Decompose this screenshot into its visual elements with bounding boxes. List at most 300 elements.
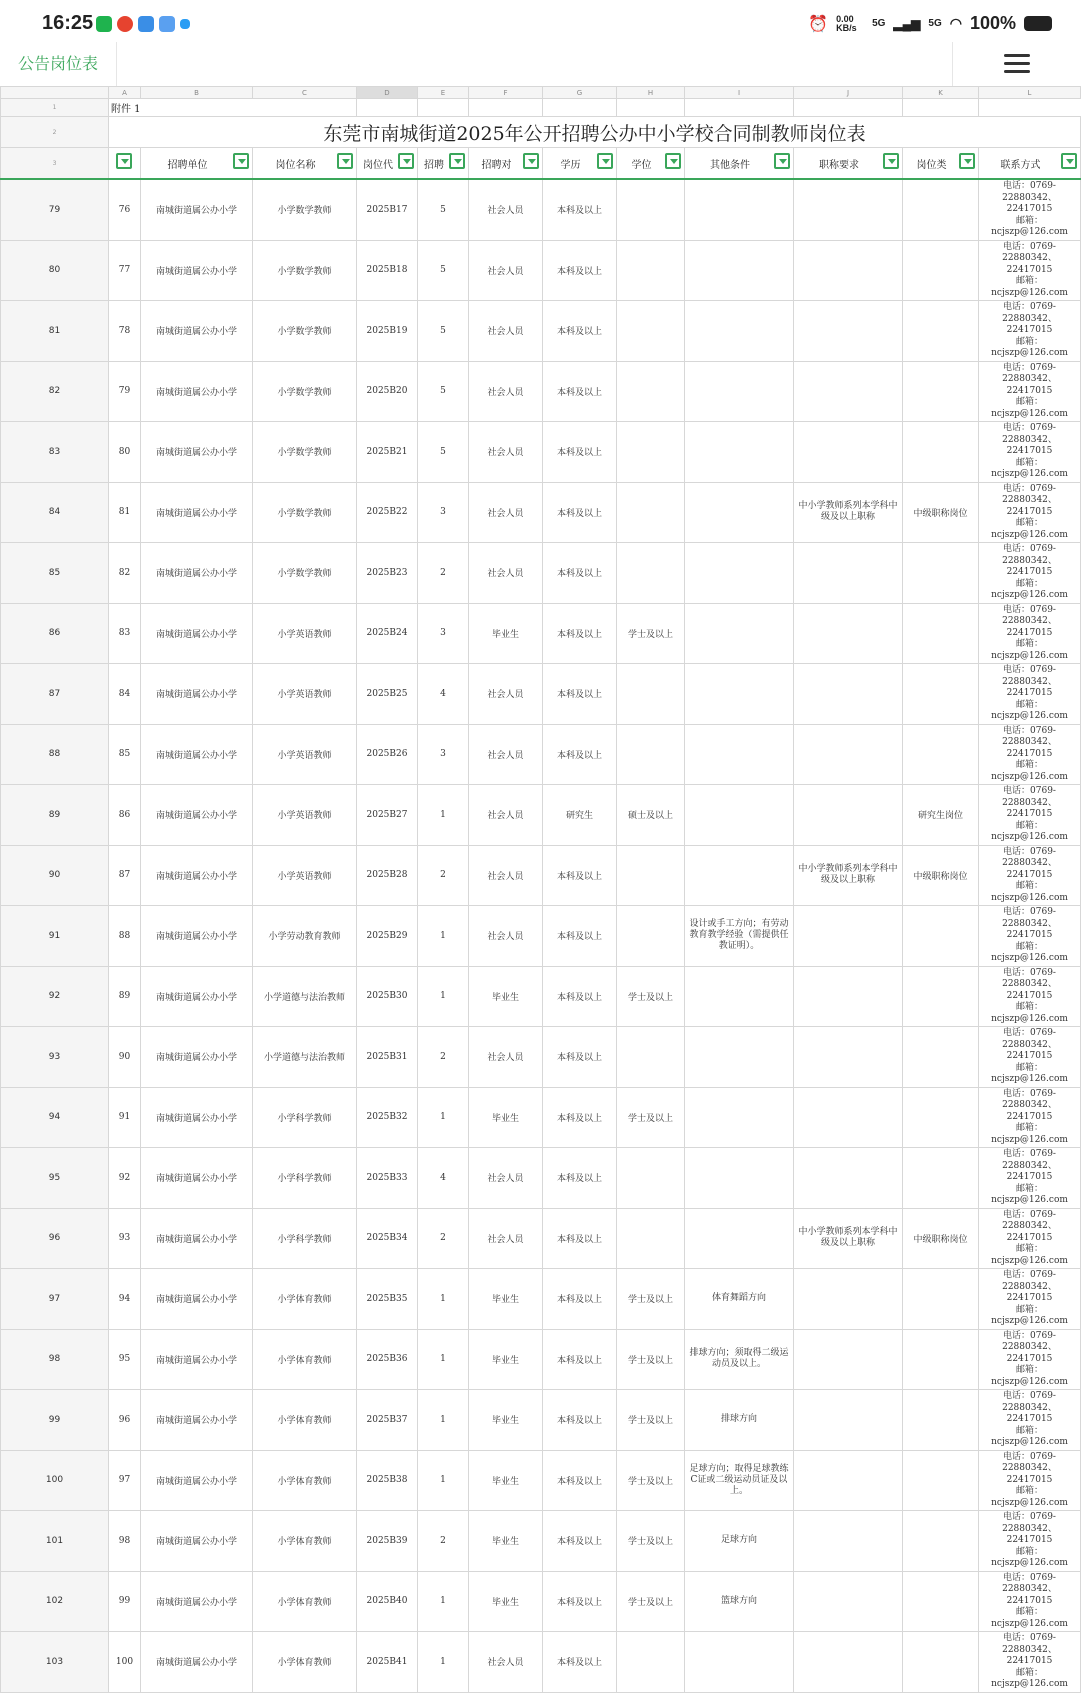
- cell-count[interactable]: 4: [418, 664, 469, 725]
- cell-unit[interactable]: 南城街道属公办小学: [141, 240, 253, 301]
- cell-code[interactable]: 2025B36: [357, 1329, 418, 1390]
- column-header[interactable]: J: [794, 87, 903, 99]
- row-number[interactable]: 81: [1, 301, 109, 362]
- cell[interactable]: [418, 99, 469, 117]
- cell-code[interactable]: 2025B35: [357, 1269, 418, 1330]
- cell-index[interactable]: 77: [109, 240, 141, 301]
- cell-education[interactable]: 本科及以上: [543, 361, 617, 422]
- cell-education[interactable]: 本科及以上: [543, 1148, 617, 1209]
- filter-dropdown-icon[interactable]: [523, 153, 539, 169]
- cell-count[interactable]: 3: [418, 603, 469, 664]
- cell-position[interactable]: 小学数学教师: [253, 422, 357, 483]
- cell-type[interactable]: [903, 1148, 979, 1209]
- cell-title-req[interactable]: 中小学教师系列本学科中级及以上职称: [794, 482, 903, 543]
- cell-degree[interactable]: [617, 543, 685, 604]
- cell-index[interactable]: 85: [109, 724, 141, 785]
- cell-unit[interactable]: 南城街道属公办小学: [141, 543, 253, 604]
- cell-index[interactable]: 90: [109, 1027, 141, 1088]
- filter-dropdown-icon[interactable]: [883, 153, 899, 169]
- cell-target[interactable]: 毕业生: [469, 1511, 543, 1572]
- column-header[interactable]: E: [418, 87, 469, 99]
- cell-code[interactable]: 2025B22: [357, 482, 418, 543]
- cell-index[interactable]: 93: [109, 1208, 141, 1269]
- cell-education[interactable]: 本科及以上: [543, 422, 617, 483]
- cell-contact[interactable]: [979, 543, 1081, 604]
- column-header[interactable]: G: [543, 87, 617, 99]
- row-number[interactable]: 88: [1, 724, 109, 785]
- cell-type[interactable]: [903, 1329, 979, 1390]
- cell-type[interactable]: [903, 1269, 979, 1330]
- cell-degree[interactable]: [617, 240, 685, 301]
- cell-degree[interactable]: 硕士及以上: [617, 785, 685, 846]
- cell-contact[interactable]: [979, 724, 1081, 785]
- cell-count[interactable]: 1: [418, 1269, 469, 1330]
- cell-index[interactable]: 94: [109, 1269, 141, 1330]
- cell-contact[interactable]: [979, 422, 1081, 483]
- cell-count[interactable]: 5: [418, 240, 469, 301]
- cell-contact[interactable]: [979, 1450, 1081, 1511]
- cell-target[interactable]: 社会人员: [469, 724, 543, 785]
- filter-dropdown-icon[interactable]: [449, 153, 465, 169]
- row-number[interactable]: 98: [1, 1329, 109, 1390]
- cell-position[interactable]: 小学科学教师: [253, 1208, 357, 1269]
- cell-degree[interactable]: 学士及以上: [617, 1571, 685, 1632]
- cell-type[interactable]: [903, 1632, 979, 1693]
- cell[interactable]: [685, 99, 794, 117]
- cell-other[interactable]: [685, 724, 794, 785]
- cell-index[interactable]: 80: [109, 422, 141, 483]
- cell-position[interactable]: 小学数学教师: [253, 179, 357, 240]
- cell-title-req[interactable]: [794, 240, 903, 301]
- cell-type[interactable]: [903, 240, 979, 301]
- cell-title-req[interactable]: [794, 1087, 903, 1148]
- cell-index[interactable]: 81: [109, 482, 141, 543]
- cell-target[interactable]: 社会人员: [469, 664, 543, 725]
- cell-education[interactable]: 本科及以上: [543, 179, 617, 240]
- cell-unit[interactable]: 南城街道属公办小学: [141, 482, 253, 543]
- cell-unit[interactable]: 南城街道属公办小学: [141, 301, 253, 362]
- cell-title-req[interactable]: 中小学教师系列本学科中级及以上职称: [794, 845, 903, 906]
- cell-target[interactable]: 社会人员: [469, 785, 543, 846]
- cell-other[interactable]: [685, 1208, 794, 1269]
- cell[interactable]: [469, 99, 543, 117]
- cell-position[interactable]: 小学体育教师: [253, 1511, 357, 1572]
- cell-count[interactable]: 1: [418, 966, 469, 1027]
- cell-count[interactable]: 2: [418, 543, 469, 604]
- cell-title-req[interactable]: [794, 543, 903, 604]
- cell-position[interactable]: 小学英语教师: [253, 845, 357, 906]
- cell-other[interactable]: 足球方向: [685, 1511, 794, 1572]
- cell[interactable]: [543, 99, 617, 117]
- cell-education[interactable]: 本科及以上: [543, 1390, 617, 1451]
- cell-contact[interactable]: [979, 1390, 1081, 1451]
- column-header[interactable]: B: [141, 87, 253, 99]
- cell-title-req[interactable]: [794, 664, 903, 725]
- cell-type[interactable]: [903, 179, 979, 240]
- cell-degree[interactable]: 学士及以上: [617, 1087, 685, 1148]
- cell-education[interactable]: 本科及以上: [543, 1511, 617, 1572]
- cell-contact[interactable]: [979, 1148, 1081, 1209]
- cell-unit[interactable]: 南城街道属公办小学: [141, 361, 253, 422]
- cell-degree[interactable]: 学士及以上: [617, 1269, 685, 1330]
- cell-position[interactable]: 小学道德与法治教师: [253, 966, 357, 1027]
- cell-unit[interactable]: 南城街道属公办小学: [141, 845, 253, 906]
- cell-type[interactable]: 中级职称岗位: [903, 482, 979, 543]
- cell-education[interactable]: 本科及以上: [543, 1269, 617, 1330]
- column-header[interactable]: C: [253, 87, 357, 99]
- cell-position[interactable]: 小学体育教师: [253, 1329, 357, 1390]
- header-cell-position[interactable]: [253, 148, 357, 180]
- cell-title-req[interactable]: [794, 1390, 903, 1451]
- cell-contact[interactable]: [979, 179, 1081, 240]
- cell-position[interactable]: 小学体育教师: [253, 1390, 357, 1451]
- filter-dropdown-icon[interactable]: [597, 153, 613, 169]
- filter-dropdown-icon[interactable]: [398, 153, 414, 169]
- cell-position[interactable]: 小学数学教师: [253, 240, 357, 301]
- cell-count[interactable]: 1: [418, 785, 469, 846]
- cell-unit[interactable]: 南城街道属公办小学: [141, 785, 253, 846]
- cell-contact[interactable]: [979, 1208, 1081, 1269]
- row-number[interactable]: 103: [1, 1632, 109, 1693]
- cell-code[interactable]: 2025B31: [357, 1027, 418, 1088]
- cell-unit[interactable]: 南城街道属公办小学: [141, 1148, 253, 1209]
- cell-contact[interactable]: [979, 906, 1081, 967]
- cell-type[interactable]: [903, 724, 979, 785]
- header-cell-contact[interactable]: [979, 148, 1081, 180]
- cell-position[interactable]: 小学数学教师: [253, 361, 357, 422]
- header-cell-code[interactable]: [357, 148, 418, 180]
- row-number[interactable]: 91: [1, 906, 109, 967]
- cell-other[interactable]: [685, 301, 794, 362]
- cell-count[interactable]: 1: [418, 1632, 469, 1693]
- header-cell-unit[interactable]: [141, 148, 253, 180]
- attachment-label[interactable]: 附件 1: [109, 99, 253, 117]
- cell-target[interactable]: 社会人员: [469, 301, 543, 362]
- cell-education[interactable]: 本科及以上: [543, 482, 617, 543]
- cell-education[interactable]: 本科及以上: [543, 301, 617, 362]
- cell-code[interactable]: 2025B32: [357, 1087, 418, 1148]
- cell[interactable]: [357, 99, 418, 117]
- cell-code[interactable]: 2025B25: [357, 664, 418, 725]
- column-header-selected[interactable]: D: [357, 87, 418, 99]
- cell-code[interactable]: 2025B37: [357, 1390, 418, 1451]
- row-number[interactable]: 82: [1, 361, 109, 422]
- filter-dropdown-icon[interactable]: [959, 153, 975, 169]
- cell-count[interactable]: 1: [418, 1390, 469, 1451]
- cell-contact[interactable]: [979, 664, 1081, 725]
- cell-position[interactable]: 小学科学教师: [253, 1087, 357, 1148]
- cell-unit[interactable]: 南城街道属公办小学: [141, 1390, 253, 1451]
- cell-target[interactable]: 毕业生: [469, 1450, 543, 1511]
- cell-target[interactable]: 社会人员: [469, 179, 543, 240]
- cell-position[interactable]: 小学数学教师: [253, 543, 357, 604]
- cell-index[interactable]: 87: [109, 845, 141, 906]
- cell-code[interactable]: 2025B33: [357, 1148, 418, 1209]
- cell-unit[interactable]: 南城街道属公办小学: [141, 603, 253, 664]
- cell-position[interactable]: 小学数学教师: [253, 482, 357, 543]
- row-number[interactable]: 1: [1, 99, 109, 117]
- cell-unit[interactable]: 南城街道属公办小学: [141, 422, 253, 483]
- cell-position[interactable]: 小学英语教师: [253, 785, 357, 846]
- row-number[interactable]: 101: [1, 1511, 109, 1572]
- cell-target[interactable]: 毕业生: [469, 1087, 543, 1148]
- row-number[interactable]: 96: [1, 1208, 109, 1269]
- filter-dropdown-icon[interactable]: [337, 153, 353, 169]
- sheet-title[interactable]: 东莞市南城街道2025年公开招聘公办中小学校合同制教师岗位表: [109, 117, 1081, 148]
- cell-education[interactable]: 本科及以上: [543, 845, 617, 906]
- cell-education[interactable]: 本科及以上: [543, 603, 617, 664]
- cell-education[interactable]: 本科及以上: [543, 966, 617, 1027]
- column-header[interactable]: I: [685, 87, 794, 99]
- cell-title-req[interactable]: [794, 179, 903, 240]
- cell-index[interactable]: 86: [109, 785, 141, 846]
- cell-count[interactable]: 2: [418, 1208, 469, 1269]
- cell-title-req[interactable]: [794, 1329, 903, 1390]
- cell-degree[interactable]: [617, 482, 685, 543]
- cell-target[interactable]: 社会人员: [469, 1027, 543, 1088]
- cell-type[interactable]: [903, 1571, 979, 1632]
- cell-count[interactable]: 5: [418, 179, 469, 240]
- column-header[interactable]: F: [469, 87, 543, 99]
- cell-code[interactable]: 2025B40: [357, 1571, 418, 1632]
- cell-type[interactable]: [903, 361, 979, 422]
- cell-target[interactable]: 社会人员: [469, 906, 543, 967]
- cell-type[interactable]: [903, 543, 979, 604]
- cell-unit[interactable]: 南城街道属公办小学: [141, 1087, 253, 1148]
- cell-code[interactable]: 2025B21: [357, 422, 418, 483]
- cell-index[interactable]: 78: [109, 301, 141, 362]
- cell-position[interactable]: 小学体育教师: [253, 1571, 357, 1632]
- cell-code[interactable]: 2025B28: [357, 845, 418, 906]
- cell-index[interactable]: 96: [109, 1390, 141, 1451]
- row-number[interactable]: 2: [1, 117, 109, 148]
- row-number[interactable]: 99: [1, 1390, 109, 1451]
- row-number[interactable]: 79: [1, 179, 109, 240]
- filter-dropdown-icon[interactable]: [233, 153, 249, 169]
- filter-dropdown-icon[interactable]: [116, 153, 132, 169]
- cell-code[interactable]: 2025B23: [357, 543, 418, 604]
- cell-code[interactable]: 2025B41: [357, 1632, 418, 1693]
- cell-count[interactable]: 1: [418, 1571, 469, 1632]
- cell-title-req[interactable]: [794, 1571, 903, 1632]
- cell-contact[interactable]: [979, 1632, 1081, 1693]
- cell-degree[interactable]: [617, 361, 685, 422]
- header-cell-education[interactable]: [543, 148, 617, 180]
- cell-index[interactable]: 84: [109, 664, 141, 725]
- cell-target[interactable]: 社会人员: [469, 1632, 543, 1693]
- page-title[interactable]: 公告岗位表: [0, 42, 117, 86]
- cell-title-req[interactable]: [794, 361, 903, 422]
- cell-contact[interactable]: [979, 603, 1081, 664]
- cell-count[interactable]: 1: [418, 1329, 469, 1390]
- cell-code[interactable]: 2025B27: [357, 785, 418, 846]
- cell-other[interactable]: [685, 1087, 794, 1148]
- cell-position[interactable]: 小学道德与法治教师: [253, 1027, 357, 1088]
- cell-title-req[interactable]: [794, 966, 903, 1027]
- cell-count[interactable]: 1: [418, 1087, 469, 1148]
- row-number[interactable]: 95: [1, 1148, 109, 1209]
- row-number[interactable]: 90: [1, 845, 109, 906]
- row-number[interactable]: 100: [1, 1450, 109, 1511]
- cell-degree[interactable]: 学士及以上: [617, 966, 685, 1027]
- column-header[interactable]: H: [617, 87, 685, 99]
- cell-other[interactable]: 篮球方向: [685, 1571, 794, 1632]
- cell-count[interactable]: 5: [418, 361, 469, 422]
- cell-title-req[interactable]: [794, 1450, 903, 1511]
- cell-other[interactable]: 排球方向；须取得二级运动员及以上。: [685, 1329, 794, 1390]
- cell-index[interactable]: 95: [109, 1329, 141, 1390]
- cell-target[interactable]: 社会人员: [469, 482, 543, 543]
- cell-other[interactable]: [685, 845, 794, 906]
- row-number[interactable]: 87: [1, 664, 109, 725]
- cell-education[interactable]: 本科及以上: [543, 1329, 617, 1390]
- cell-education[interactable]: 本科及以上: [543, 906, 617, 967]
- cell-unit[interactable]: 南城街道属公办小学: [141, 1632, 253, 1693]
- cell-degree[interactable]: [617, 1208, 685, 1269]
- cell-target[interactable]: 社会人员: [469, 1208, 543, 1269]
- cell-contact[interactable]: [979, 1269, 1081, 1330]
- header-cell-target[interactable]: [469, 148, 543, 180]
- cell-other[interactable]: [685, 603, 794, 664]
- cell-count[interactable]: 2: [418, 1511, 469, 1572]
- cell-position[interactable]: 小学体育教师: [253, 1632, 357, 1693]
- cell-degree[interactable]: [617, 301, 685, 362]
- cell-target[interactable]: 社会人员: [469, 240, 543, 301]
- cell-degree[interactable]: [617, 1027, 685, 1088]
- cell-other[interactable]: [685, 966, 794, 1027]
- cell-education[interactable]: 本科及以上: [543, 1087, 617, 1148]
- cell[interactable]: [903, 99, 979, 117]
- cell-other[interactable]: 排球方向: [685, 1390, 794, 1451]
- cell-type[interactable]: 研究生岗位: [903, 785, 979, 846]
- cell-education[interactable]: 本科及以上: [543, 664, 617, 725]
- cell-target[interactable]: 毕业生: [469, 1571, 543, 1632]
- row-number[interactable]: 94: [1, 1087, 109, 1148]
- header-cell-type[interactable]: [903, 148, 979, 180]
- cell-code[interactable]: 2025B38: [357, 1450, 418, 1511]
- cell-contact[interactable]: [979, 361, 1081, 422]
- cell-code[interactable]: 2025B34: [357, 1208, 418, 1269]
- cell-unit[interactable]: 南城街道属公办小学: [141, 1208, 253, 1269]
- cell-index[interactable]: 89: [109, 966, 141, 1027]
- cell-unit[interactable]: 南城街道属公办小学: [141, 1269, 253, 1330]
- cell-count[interactable]: 5: [418, 422, 469, 483]
- row-number[interactable]: 89: [1, 785, 109, 846]
- cell-degree[interactable]: [617, 422, 685, 483]
- cell-unit[interactable]: 南城街道属公办小学: [141, 966, 253, 1027]
- cell-degree[interactable]: [617, 1148, 685, 1209]
- cell-other[interactable]: [685, 543, 794, 604]
- cell-type[interactable]: [903, 1450, 979, 1511]
- spreadsheet[interactable]: [0, 86, 1080, 1689]
- cell-other[interactable]: [685, 482, 794, 543]
- cell-target[interactable]: 毕业生: [469, 603, 543, 664]
- cell-code[interactable]: 2025B39: [357, 1511, 418, 1572]
- row-number[interactable]: 84: [1, 482, 109, 543]
- filter-dropdown-icon[interactable]: [1061, 153, 1077, 169]
- cell-education[interactable]: 本科及以上: [543, 543, 617, 604]
- row-number[interactable]: 86: [1, 603, 109, 664]
- cell-count[interactable]: 3: [418, 482, 469, 543]
- cell-title-req[interactable]: [794, 724, 903, 785]
- cell-contact[interactable]: [979, 966, 1081, 1027]
- cell-education[interactable]: 本科及以上: [543, 240, 617, 301]
- cell-index[interactable]: 88: [109, 906, 141, 967]
- cell-index[interactable]: 79: [109, 361, 141, 422]
- cell-code[interactable]: 2025B19: [357, 301, 418, 362]
- cell-count[interactable]: 3: [418, 724, 469, 785]
- column-header[interactable]: K: [903, 87, 979, 99]
- cell-index[interactable]: 100: [109, 1632, 141, 1693]
- cell-degree[interactable]: [617, 664, 685, 725]
- cell-unit[interactable]: 南城街道属公办小学: [141, 1571, 253, 1632]
- cell-degree[interactable]: 学士及以上: [617, 603, 685, 664]
- cell-other[interactable]: [685, 785, 794, 846]
- cell-index[interactable]: 91: [109, 1087, 141, 1148]
- cell-degree[interactable]: [617, 906, 685, 967]
- cell-position[interactable]: 小学科学教师: [253, 1148, 357, 1209]
- cell-code[interactable]: 2025B24: [357, 603, 418, 664]
- cell-contact[interactable]: [979, 785, 1081, 846]
- cell-count[interactable]: 2: [418, 845, 469, 906]
- cell-degree[interactable]: 学士及以上: [617, 1450, 685, 1511]
- cell-other[interactable]: [685, 361, 794, 422]
- cell-contact[interactable]: [979, 845, 1081, 906]
- cell-target[interactable]: 社会人员: [469, 422, 543, 483]
- row-number[interactable]: 102: [1, 1571, 109, 1632]
- cell-type[interactable]: [903, 966, 979, 1027]
- cell-other[interactable]: [685, 664, 794, 725]
- cell-contact[interactable]: [979, 301, 1081, 362]
- cell-target[interactable]: 社会人员: [469, 1148, 543, 1209]
- cell-other[interactable]: 足球方向；取得足球教练C证或二级运动员证及以上。: [685, 1450, 794, 1511]
- cell-contact[interactable]: [979, 1329, 1081, 1390]
- cell-unit[interactable]: 南城街道属公办小学: [141, 664, 253, 725]
- cell-code[interactable]: 2025B30: [357, 966, 418, 1027]
- cell-code[interactable]: 2025B29: [357, 906, 418, 967]
- cell-index[interactable]: 92: [109, 1148, 141, 1209]
- cell-count[interactable]: 1: [418, 1450, 469, 1511]
- cell-code[interactable]: 2025B18: [357, 240, 418, 301]
- cell[interactable]: [794, 99, 903, 117]
- cell-education[interactable]: 本科及以上: [543, 1027, 617, 1088]
- row-number[interactable]: 97: [1, 1269, 109, 1330]
- cell-other[interactable]: [685, 179, 794, 240]
- row-number[interactable]: 80: [1, 240, 109, 301]
- cell-degree[interactable]: 学士及以上: [617, 1329, 685, 1390]
- cell-title-req[interactable]: [794, 1511, 903, 1572]
- cell-contact[interactable]: [979, 1511, 1081, 1572]
- header-cell-title-req[interactable]: [794, 148, 903, 180]
- cell-title-req[interactable]: [794, 1269, 903, 1330]
- cell-other[interactable]: 设计或手工方向；有劳动教育教学经验（需提供任教证明）。: [685, 906, 794, 967]
- cell-other[interactable]: [685, 1632, 794, 1693]
- row-number[interactable]: 85: [1, 543, 109, 604]
- cell-title-req[interactable]: [794, 603, 903, 664]
- cell-unit[interactable]: 南城街道属公办小学: [141, 1329, 253, 1390]
- cell-code[interactable]: 2025B20: [357, 361, 418, 422]
- cell-degree[interactable]: [617, 845, 685, 906]
- column-header[interactable]: L: [979, 87, 1081, 99]
- cell-position[interactable]: 小学英语教师: [253, 664, 357, 725]
- cell-type[interactable]: [903, 301, 979, 362]
- cell-title-req[interactable]: [794, 1632, 903, 1693]
- cell-title-req[interactable]: [794, 422, 903, 483]
- row-number[interactable]: 93: [1, 1027, 109, 1088]
- cell-type[interactable]: [903, 1511, 979, 1572]
- cell-count[interactable]: 4: [418, 1148, 469, 1209]
- cell-other[interactable]: [685, 1027, 794, 1088]
